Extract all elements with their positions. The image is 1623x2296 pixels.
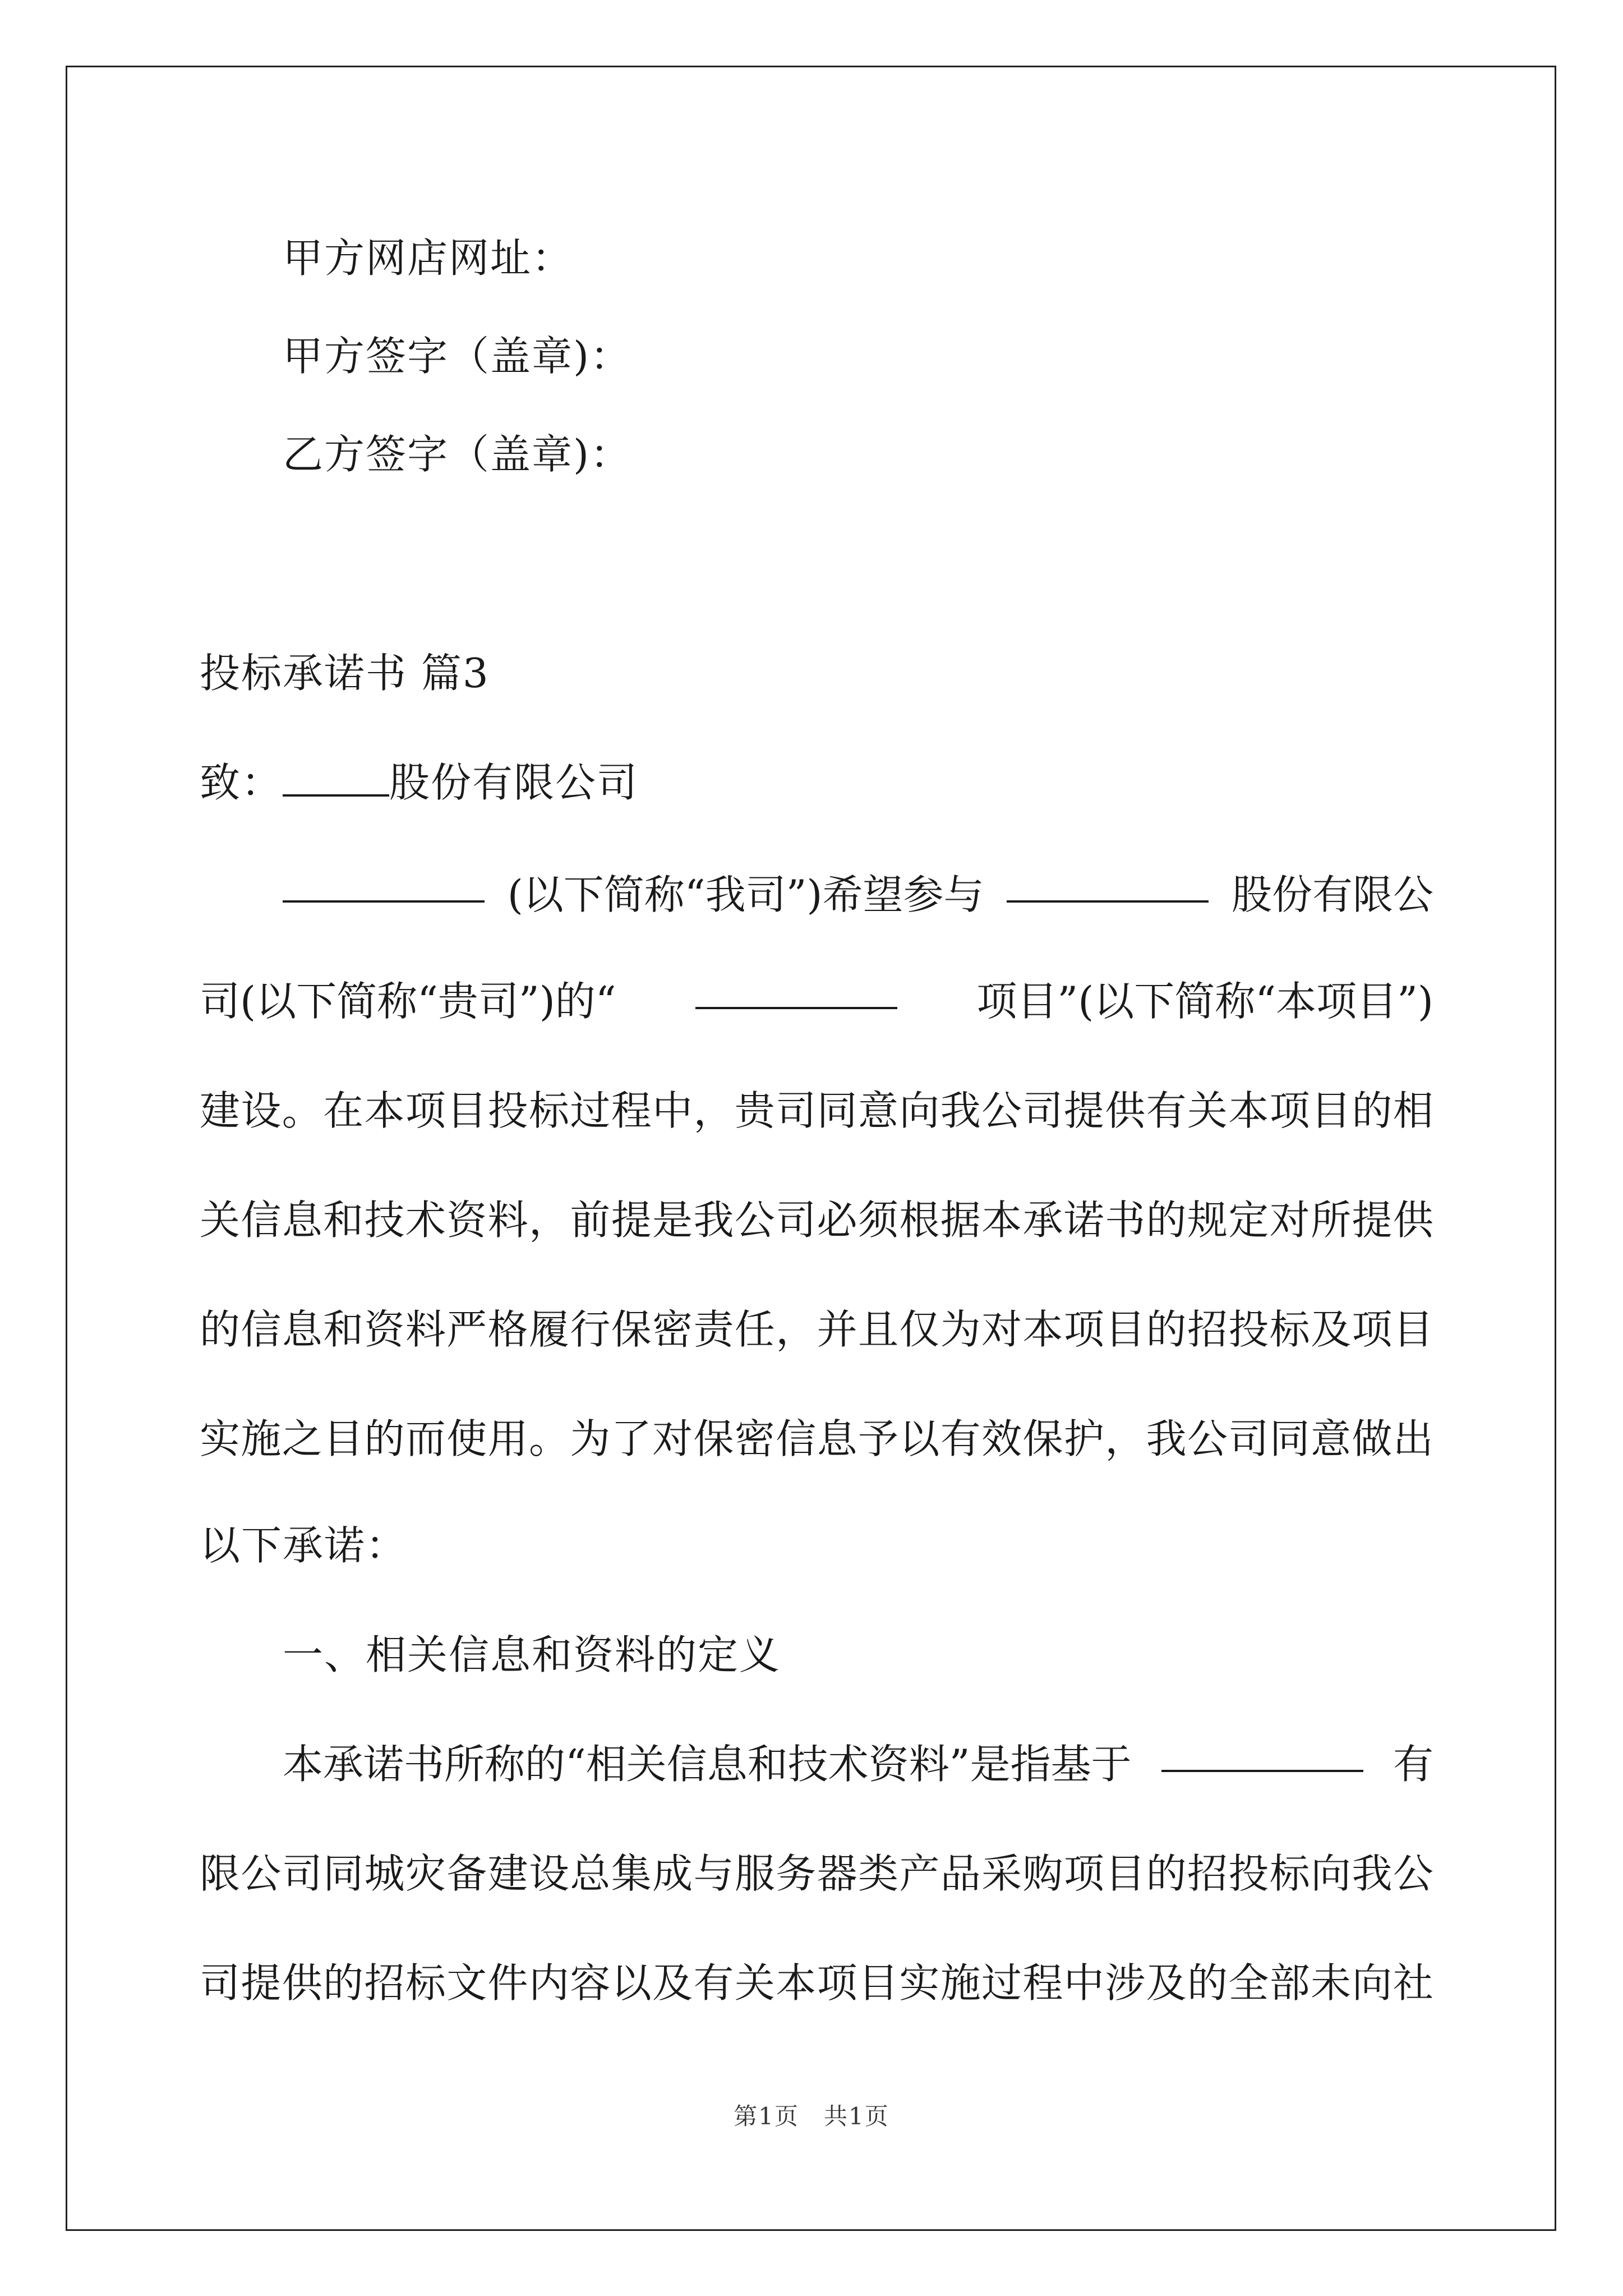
intro-paragraph-line-3: 建 设 。 在 本 项 目 投 标 过 程 中 ， 贵 司 同 意 向 我 公 司 提 供 有 关 本 项 目 的 相: [200, 1087, 1433, 1134]
addressee-prefix: 致：: [200, 759, 283, 806]
addressee-suffix: 股份有限公司: [389, 759, 639, 806]
intro-paragraph-line-5: 的 信 息 和 资 料 严 格 履 行 保 密 责 任 ， 并 且 仅 为 对 本 项 目 的 招 投 标 及 项 目: [200, 1306, 1433, 1353]
party-a-shop-url-label: 甲方网店网址：: [283, 234, 574, 282]
page-footer: 第1页 共1页: [734, 2102, 889, 2130]
section-one-heading: 一、相关信息和资料的定义: [283, 1631, 781, 1678]
definition-seg2: 有: [1393, 1741, 1433, 1788]
intro-seg1: (以下简称“我司”)希望参与: [507, 871, 984, 918]
party-a-signature-label: 甲方签字（盖章)：: [283, 333, 632, 380]
section-title: 投标承诺书 篇3: [200, 650, 490, 697]
addressee-line: [200, 754, 638, 811]
company-name-blank: [283, 761, 389, 797]
intro-seg3: 司(以下简称“贵司”)的“: [200, 978, 616, 1025]
definition-seg1: 本承诺书所称的“相关信息和技术资料”是指基于: [283, 1741, 1132, 1788]
page-border: [66, 66, 1556, 2231]
definition-paragraph-line-3: 司 提 供 的 招 标 文 件 内 容 以 及 有 关 本 项 目 实 施 过 程 中 涉 及 的 全 部 未 向 社: [200, 1959, 1433, 2007]
definition-company-blank: [1161, 1736, 1363, 1772]
intro-seg4: 项目”(以下简称“本项目”): [976, 978, 1433, 1025]
intro-paragraph-line-6: 实 施 之 目 的 而 使 用 。 为 了 对 保 密 信 息 予 以 有 效 保 护 ， 我 公 司 同 意 做 出: [200, 1415, 1433, 1462]
intro-paragraph-line-7: 以下承诺：: [200, 1522, 408, 1569]
intro-paragraph-line-2: [200, 973, 1433, 1029]
intro-paragraph-line-1: [283, 867, 1433, 923]
intro-paragraph-line-4: 关 信 息 和 技 术 资 料 ， 前 提 是 我 公 司 必 须 根 据 本 承 诺 书 的 规 定 对 所 提 供: [200, 1197, 1433, 1244]
definition-paragraph-line-1: [283, 1736, 1433, 1792]
bidder-name-blank: [283, 867, 485, 903]
intro-seg2: 股份有限公: [1231, 871, 1433, 918]
party-b-signature-label: 乙方签字（盖章)：: [283, 431, 632, 478]
tenderer-name-blank: [1007, 867, 1209, 903]
project-name-blank: [695, 973, 897, 1009]
definition-paragraph-line-2: 限 公 司 同 城 灾 备 建 设 总 集 成 与 服 务 器 类 产 品 采 购 项 目 的 招 投 标 向 我 公: [200, 1850, 1433, 1897]
